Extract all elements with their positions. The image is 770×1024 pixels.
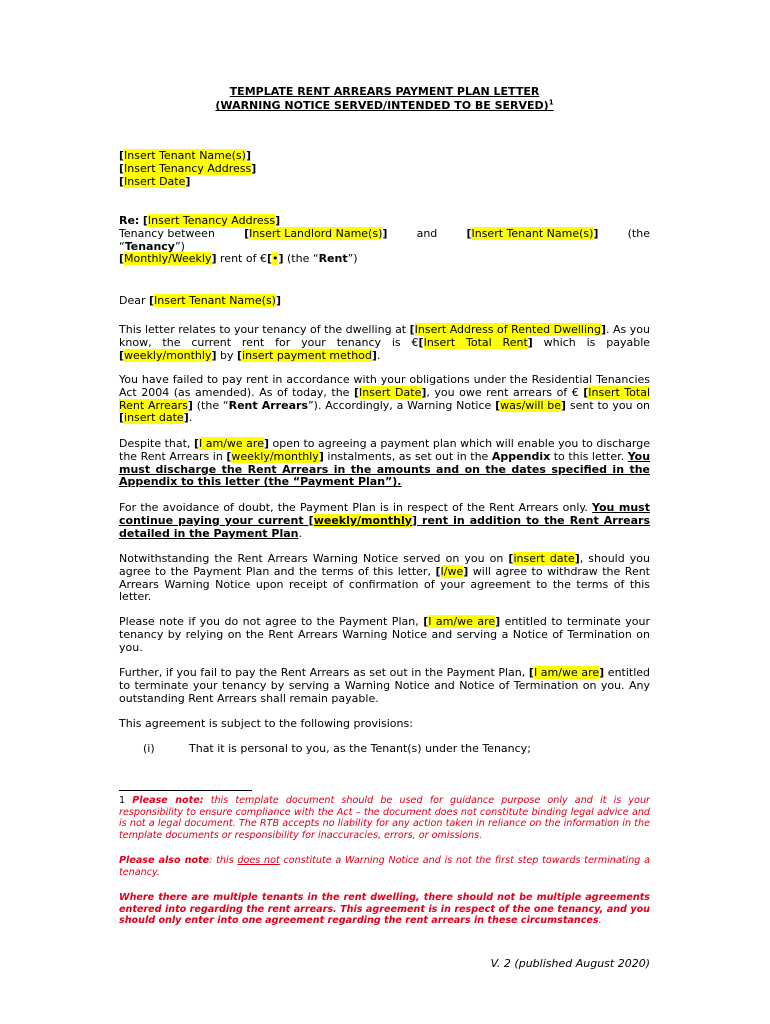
landlord-names-placeholder: Insert Landlord Name(s): [249, 226, 383, 240]
paragraph-8: This agreement is subject to the following provisions:: [119, 717, 413, 730]
footnote-separator: [119, 790, 252, 791]
re-block: Re: [Insert Tenancy Address] Tenancy between [Insert Landlord Name(s)] and [Insert Tenant Name(s)] (the “Tenancy”) [Monthly/Weekly] rent of €[•] (the “Rent”): [119, 214, 650, 266]
footnote-2: Please also note: this does not constitute a Warning Notice and is not the first step towards terminating a tenancy.: [119, 855, 650, 878]
paragraph-4: For the avoidance of doubt, the Payment Plan is in respect of the Rent Arrears only. You must continue paying your current [weekly/monthly] rent in addition to the Rent Arrears detailed in the Payment Plan.: [119, 501, 650, 540]
provision-text: That it is personal to you, as the Tenant(s) under the Tenancy;: [189, 742, 531, 755]
footnote-1: 1 Please note: this template document should be used for guidance purpose only and it is your responsibility to ensure compliance with the Act – the document does not constitute binding legal advice and is not a legal document. The RTB accepts no liability for any action taken in reliance on the information in the template documents or responsibility for inaccuracies, errors, or omissions.: [119, 795, 650, 841]
footnote-3: Where there are multiple tenants in the rent dwelling, there should not be multiple agreements entered into regarding the rent arrears. This agreement is in respect of the one tenancy, and you should only enter into one agreement regarding the rent arrears in these circumstances.: [119, 892, 650, 927]
date-placeholder: Insert Date: [124, 174, 186, 188]
paragraph-2: You have failed to pay rent in accordance with your obligations under the Residential Tenancies Act 2004 (as amended). As of today, the [Insert Date], you owe rent arrears of € [Insert Total Rent Arrears] (the “Rent Arrears”). Accordingly, a Warning Notice [was/will be] sent to you on [insert date].: [119, 373, 651, 425]
paragraph-6: Please note if you do not agree to the Payment Plan, [I am/we are] entitled to terminate your tenancy by relying on the Rent Arrears Warning Notice and serving a Notice of Termination on you.: [119, 615, 651, 654]
page-title: [119, 85, 650, 113]
footnote-ref: 1: [548, 98, 554, 107]
title-line-1: TEMPLATE RENT ARREARS PAYMENT PLAN LETTER: [229, 85, 540, 98]
paragraph-5: Notwithstanding the Rent Arrears Warning Notice served on you on [insert date], should you agree to the Payment Plan and the terms of this letter, [I/we] will agree to withdraw the Rent Arrears Warning Notice upon receipt of confirmation of your agreement to the terms of this letter.: [119, 552, 650, 604]
re-tenancy-address: Insert Tenancy Address: [147, 214, 276, 227]
rent-frequency: Monthly/Weekly: [124, 252, 212, 266]
title-line-2: (WARNING NOTICE SERVED/INTENDED TO BE SERVED)$^1$: [215, 98, 554, 112]
provision-number: (i): [143, 742, 155, 755]
version-label: V. 2 (published August 2020): [490, 957, 650, 970]
recipient-block: [Insert Tenant Name(s)] [Insert Tenancy Address] [Insert Date]: [119, 149, 257, 188]
salutation: Dear [Insert Tenant Name(s)]: [119, 294, 282, 307]
paragraph-3: Despite that, [I am/we are] open to agreeing a payment plan which will enable you to discharge the Rent Arrears in [weekly/monthly] instalments, as set out in the Appendix to this letter. You must discharge the Rent Arrears in the amounts and on the dates specified in the Appendix to this letter (the “Payment Plan”).: [119, 437, 651, 489]
tenant-names-placeholder: Insert Tenant Name(s): [124, 149, 246, 162]
paragraph-7: Further, if you fail to pay the Rent Arrears as set out in the Payment Plan, [I am/we are] entitled to terminate your tenancy by serving a Warning Notice and Notice of Termination on you. Any outstanding Rent Arrears shall remain payable.: [119, 666, 651, 705]
re-tenant-names: Insert Tenant Name(s): [471, 226, 594, 240]
tenancy-address-placeholder: Insert Tenancy Address: [124, 161, 252, 175]
paragraph-1: This letter relates to your tenancy of the dwelling at [Insert Address of Rented Dwelling]. As you know, the current rent for your tenancy is €[Insert Total Rent] which is payable [weekly/monthly] by [insert payment method].: [119, 323, 651, 362]
